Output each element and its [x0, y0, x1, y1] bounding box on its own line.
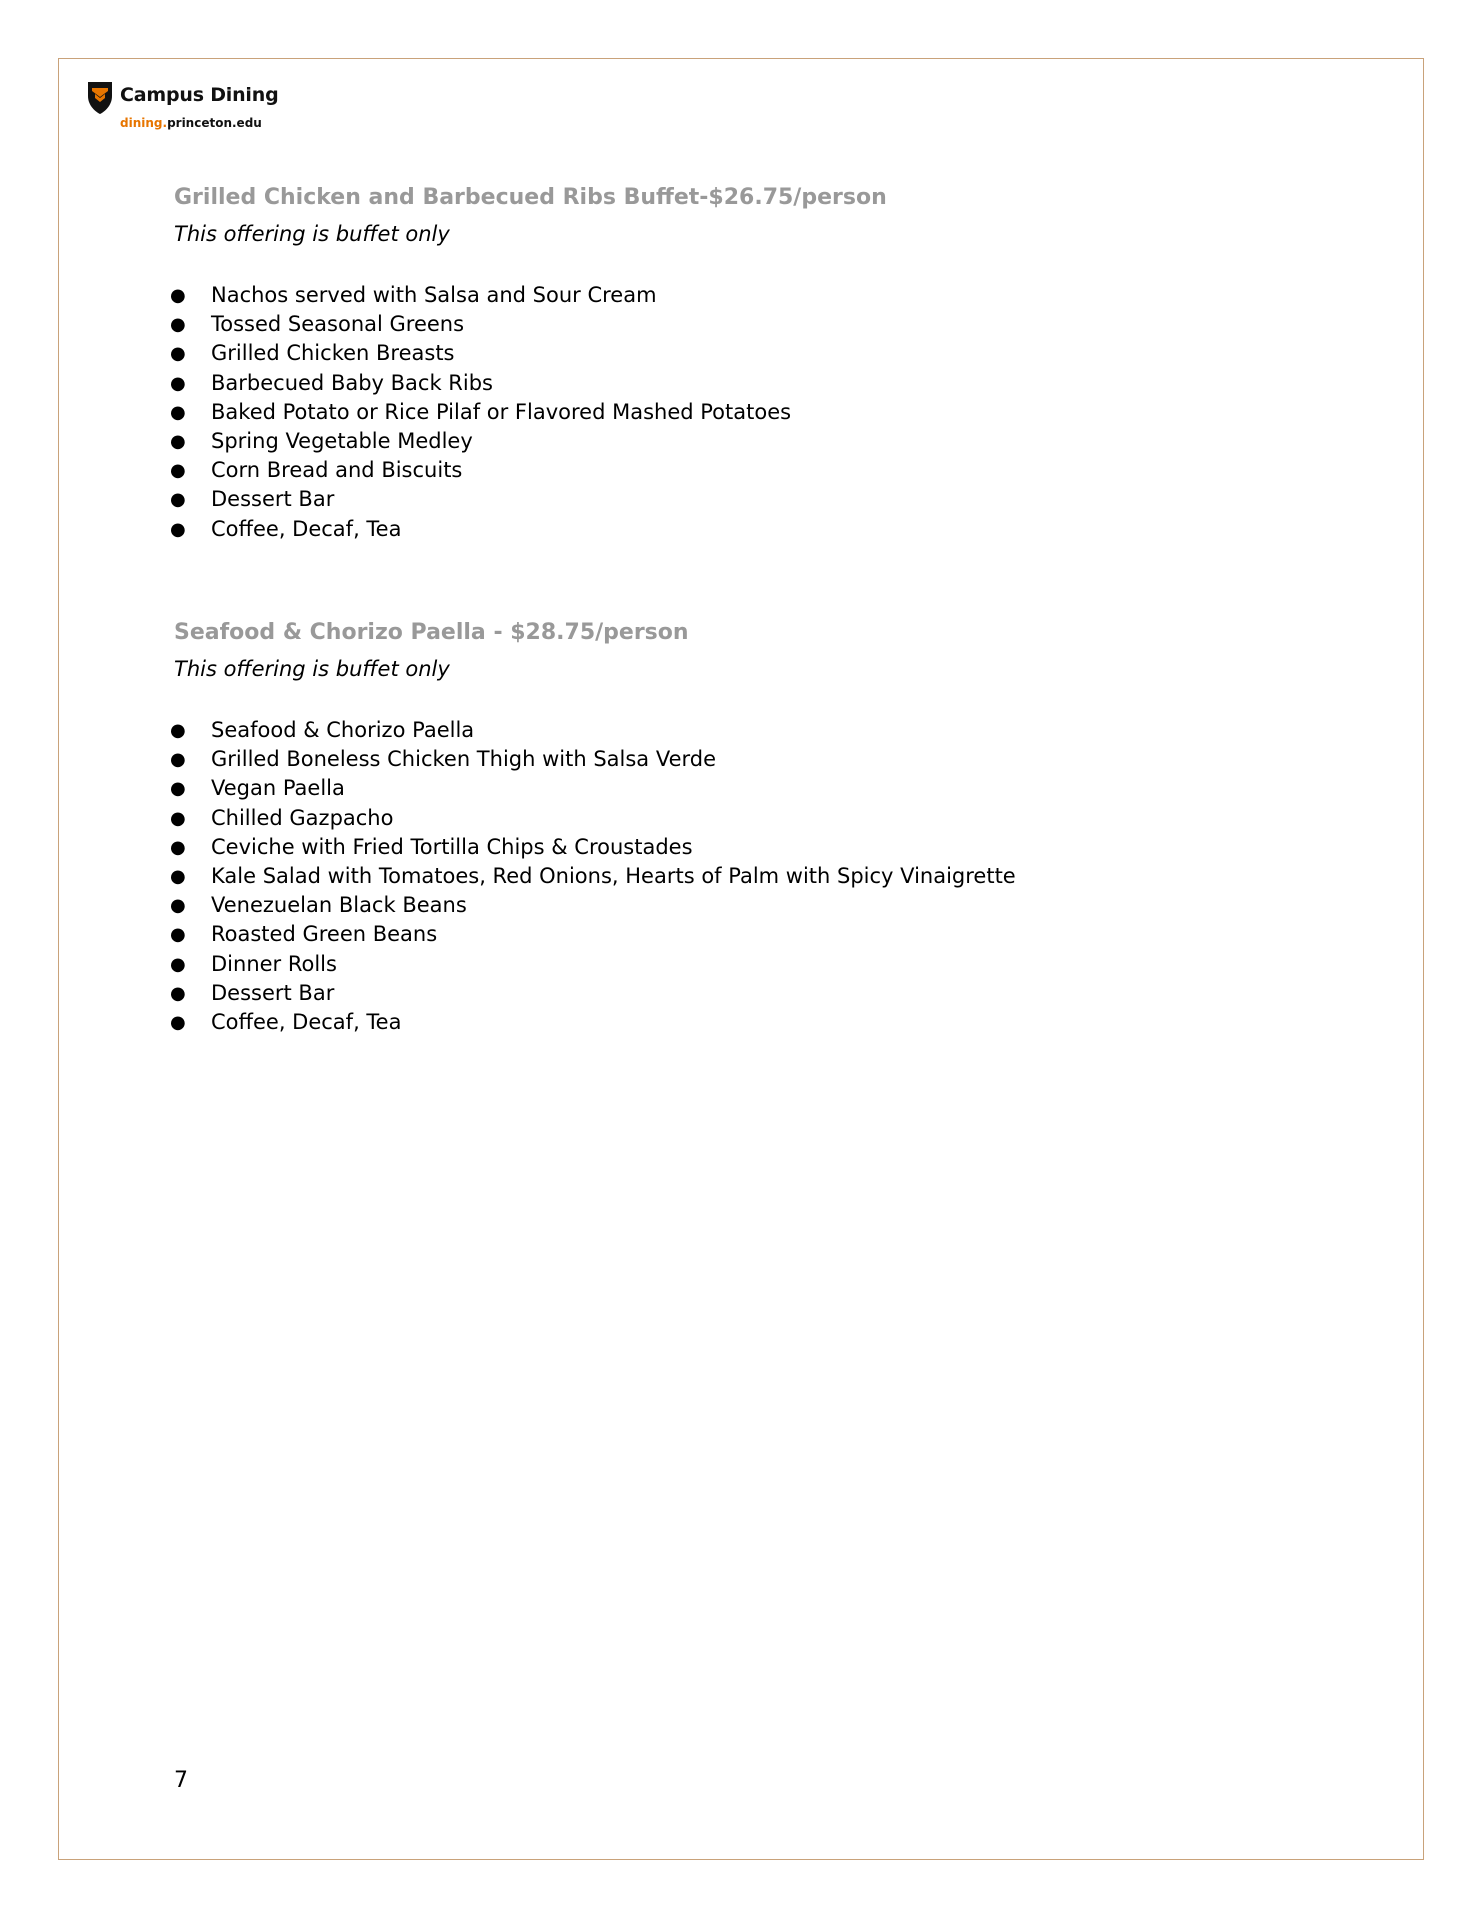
list-item-text: Spring Vegetable Medley: [211, 428, 473, 453]
list-item: [170, 398, 1354, 427]
list-item-text: Coffee, Decaf, Tea: [211, 1009, 402, 1034]
list-item: [170, 804, 1354, 833]
bullet-icon: ●: [170, 343, 186, 365]
list-item-text: Dessert Bar: [211, 487, 335, 512]
bullet-icon: ●: [170, 924, 186, 946]
logo-url-rest: princeton.edu: [167, 116, 262, 130]
bullet-icon: ●: [170, 314, 186, 336]
menu-list: [170, 281, 1354, 544]
list-item-text: Coffee, Decaf, Tea: [211, 516, 402, 541]
list-item: [170, 369, 1354, 398]
logo-url-accent: dining.: [120, 116, 168, 130]
list-item: [170, 745, 1354, 774]
list-item: [170, 515, 1354, 544]
bullet-icon: ●: [170, 285, 186, 306]
bullet-icon: ●: [170, 372, 186, 394]
bullet-icon: ●: [170, 807, 186, 829]
list-item: [170, 456, 1354, 485]
section-heading: Grilled Chicken and Barbecued Ribs Buffet-$26.75/person: [174, 185, 887, 210]
list-item: [170, 716, 1354, 745]
bullet-icon: ●: [170, 953, 186, 975]
list-item: [170, 920, 1354, 949]
bullet-icon: ●: [170, 895, 186, 917]
list-item: [170, 774, 1354, 803]
list-item-text: Venezuelan Black Beans: [211, 893, 467, 918]
list-item: [170, 427, 1354, 456]
menu-list: [170, 716, 1354, 1037]
bullet-icon: ●: [170, 430, 186, 452]
list-item: [170, 979, 1354, 1008]
bullet-icon: ●: [170, 778, 186, 800]
list-item-text: Nachos served with Salsa and Sour Cream: [211, 283, 657, 307]
menu-section-bbq: [170, 183, 1354, 544]
list-item-text: Baked Potato or Rice Pilaf or Flavored Mashed Potatoes: [211, 399, 792, 424]
list-item-text: Vegan Paella: [211, 776, 345, 801]
list-item: [170, 891, 1354, 920]
list-item: [170, 862, 1354, 891]
list-item-text: Dessert Bar: [211, 980, 335, 1005]
section-note: This offering is buffet only: [174, 222, 450, 246]
bullet-icon: ●: [170, 460, 186, 482]
list-item: [170, 339, 1354, 368]
bullet-icon: ●: [170, 489, 186, 511]
bullet-icon: ●: [170, 749, 186, 771]
list-item-text: Dinner Rolls: [211, 951, 337, 976]
list-item-text: Roasted Green Beans: [211, 922, 438, 947]
list-item-text: Grilled Boneless Chicken Thigh with Salsa Verde: [211, 747, 717, 772]
menu-section-paella: [170, 618, 1354, 1037]
list-item: [170, 950, 1354, 979]
list-item-text: Ceviche with Fried Tortilla Chips & Croustades: [211, 834, 693, 859]
logo-url[interactable]: [120, 116, 262, 130]
list-item: [170, 281, 1354, 310]
bullet-icon: ●: [170, 982, 186, 1004]
list-item-text: Grilled Chicken Breasts: [211, 341, 455, 366]
bullet-icon: ●: [170, 1011, 186, 1033]
list-item-text: Tossed Seasonal Greens: [211, 312, 465, 337]
section-note: This offering is buffet only: [174, 657, 450, 681]
list-item: [170, 310, 1354, 339]
logo-title: Campus Dining: [120, 84, 279, 106]
bullet-icon: ●: [170, 720, 186, 741]
list-item-text: Seafood & Chorizo Paella: [211, 718, 475, 742]
list-item-text: Kale Salad with Tomatoes, Red Onions, Hearts of Palm with Spicy Vinaigrette: [211, 863, 1016, 888]
list-item-text: Chilled Gazpacho: [211, 805, 394, 830]
page-number: 7: [174, 1768, 188, 1793]
bullet-icon: ●: [170, 401, 186, 423]
list-item-text: Barbecued Baby Back Ribs: [211, 370, 494, 395]
list-item-text: Corn Bread and Biscuits: [211, 458, 463, 483]
list-item: [170, 1008, 1354, 1037]
section-heading: Seafood & Chorizo Paella - $28.75/person: [174, 620, 689, 645]
bullet-icon: ●: [170, 865, 186, 887]
list-item: [170, 485, 1354, 514]
campus-dining-logo[interactable]: [86, 80, 306, 136]
bullet-icon: ●: [170, 518, 186, 540]
shield-icon: [86, 80, 114, 116]
bullet-icon: ●: [170, 836, 186, 858]
list-item: [170, 833, 1354, 862]
